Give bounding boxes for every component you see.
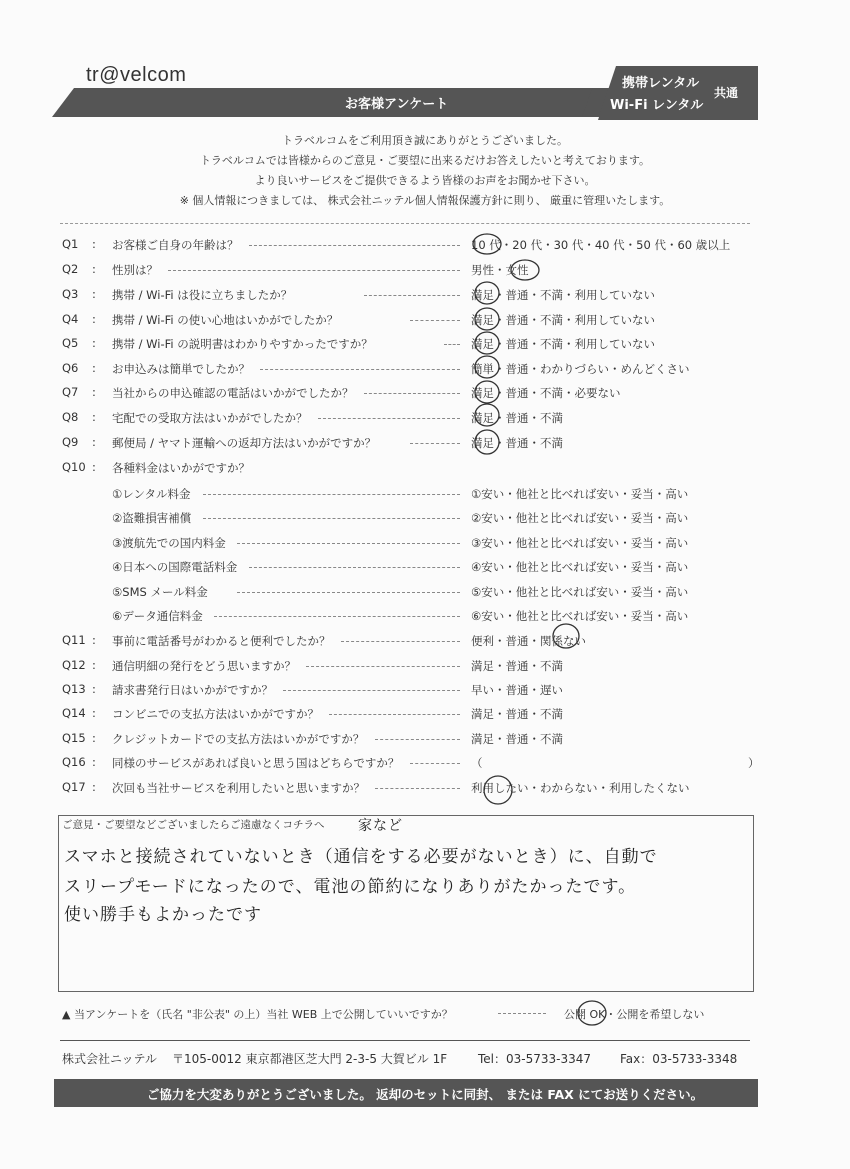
service-label-wifi: Wi-Fi レンタル xyxy=(610,98,704,113)
circle-mark xyxy=(511,260,539,280)
colon: : xyxy=(92,780,96,794)
answer-options[interactable]: 簡単・普通・わかりづらい・めんどくさい xyxy=(471,362,690,376)
answer-options[interactable]: 便利・普通・関係ない xyxy=(471,634,586,648)
colon: : xyxy=(92,361,96,375)
answer-options[interactable]: 10 代・20 代・30 代・40 代・50 代・60 歳以上 xyxy=(471,238,731,252)
question-number: Q17 xyxy=(62,780,86,794)
sub-question-text: ⑤SMS メール料金 xyxy=(112,585,208,599)
circle-mark xyxy=(475,381,499,403)
answer-options[interactable]: ⑥安い・他社と比べれば安い・妥当・高い xyxy=(471,609,689,623)
answer-options[interactable]: 満足・普通・不満・必要ない xyxy=(471,386,621,400)
colon: : xyxy=(92,385,96,399)
answer-options[interactable]: 満足・普通・不満 xyxy=(471,732,563,746)
answer-options[interactable]: 満足・普通・不満 xyxy=(471,411,563,425)
question-text: 郵便局 / ヤマト運輸への返却方法はいかがですか？ xyxy=(112,436,377,450)
colon: : xyxy=(92,706,96,720)
answer-options[interactable]: 満足・普通・不満 xyxy=(471,436,563,450)
circle-mark xyxy=(484,776,512,804)
handwritten-comment-line: 使い勝手もよかったです xyxy=(64,905,262,925)
sub-question-text: ④日本への国際電話料金 xyxy=(112,560,238,574)
circle-mark xyxy=(475,308,499,330)
colon: : xyxy=(92,682,96,696)
footer-company: 株式会社ニッテル xyxy=(62,1052,157,1066)
intro-line: より良いサービスをご提供できるよう皆様のお声をお聞かせ下さい。 xyxy=(254,174,596,187)
question-number: Q11 xyxy=(62,633,86,647)
sub-question-text: ⑥データ通信料金 xyxy=(112,609,203,623)
circle-mark xyxy=(475,404,499,426)
sub-question-text: ②盗難損害補償 xyxy=(112,511,192,525)
question-text: 事前に電話番号がわかると便利でしたか？ xyxy=(112,634,331,648)
question-number: Q9 xyxy=(62,435,79,449)
circle-mark xyxy=(475,332,499,354)
company-logo: tr@velcom xyxy=(86,64,187,86)
answer-options[interactable]: 満足・普通・不満・利用していない xyxy=(471,313,655,327)
answer-options[interactable]: 満足・普通・不満・利用していない xyxy=(471,288,655,302)
answer-options[interactable]: 満足・普通・不満 xyxy=(471,659,563,673)
footer-fax: Fax：03-5733-3348 xyxy=(620,1052,738,1066)
intro-line: トラベルコムをご利用頂き誠にありがとうございました。 xyxy=(282,134,568,147)
question-number: Q12 xyxy=(62,658,86,672)
question-text: お申込みは簡単でしたか？ xyxy=(112,362,250,376)
question-number: Q16 xyxy=(62,755,86,769)
publish-options[interactable]: 公開 OK・公開を希望しない xyxy=(564,1008,705,1021)
handwritten-comment-line: スマホと接続されていないとき（通信をする必要がないとき）に、自動で xyxy=(64,847,658,867)
question-number: Q2 xyxy=(62,262,79,276)
comment-label: ご意見・ご要望などございましたらご遠慮なくコチラへ xyxy=(62,819,325,831)
colon: : xyxy=(92,755,96,769)
service-label-mobile: 携帯レンタル xyxy=(622,76,700,91)
question-text: コンビニでの支払方法はいかがですか？ xyxy=(112,707,319,721)
question-text: 宅配での受取方法はいかがでしたか？ xyxy=(112,411,308,425)
handwritten-insert: 家など xyxy=(358,818,403,834)
circle-mark xyxy=(475,356,499,378)
question-text: 各種料金はいかがですか？ xyxy=(112,461,250,475)
bracket-close: ） xyxy=(748,756,760,770)
answer-options[interactable]: ④安い・他社と比べれば安い・妥当・高い xyxy=(471,560,689,574)
question-number: Q4 xyxy=(62,312,79,326)
footer-address: 〒105-0012 東京都港区芝大門 2-3-5 大賀ビル 1F xyxy=(172,1052,448,1066)
intro-line: ※ 個人情報につきましては、 株式会社ニッテル個人情報保護方針に則り、 厳重に管理いたします。 xyxy=(179,194,671,207)
question-text: 次回も当社サービスを利用したいと思いますか？ xyxy=(112,781,365,795)
answer-options[interactable]: ①安い・他社と比べれば安い・妥当・高い xyxy=(471,487,689,501)
question-number: Q10 xyxy=(62,460,86,474)
footer-tel: Tel：03-5733-3347 xyxy=(478,1052,592,1066)
circle-mark xyxy=(475,430,499,454)
answer-options[interactable]: 満足・普通・不満・利用していない xyxy=(471,337,655,351)
colon: : xyxy=(92,658,96,672)
question-number: Q1 xyxy=(62,237,79,251)
colon: : xyxy=(92,336,96,350)
question-text: 携帯 / Wi-Fi の使い心地はいかがでしたか？ xyxy=(112,313,339,327)
colon: : xyxy=(92,410,96,424)
intro-line: トラベルコムでは皆様からのご意見・ご要望に出来るだけお答えしたいと考えております。 xyxy=(199,154,651,167)
bottom-message: ご協力を大変ありがとうございました。 返却のセットに同封、 または FAX にてお送りください。 xyxy=(146,1087,704,1102)
question-text: 請求書発行日はいかがですか？ xyxy=(112,683,273,697)
answer-options[interactable]: ⑤安い・他社と比べれば安い・妥当・高い xyxy=(471,585,689,599)
question-number: Q5 xyxy=(62,336,79,350)
colon: : xyxy=(92,312,96,326)
question-text: 性別は？ xyxy=(112,263,158,277)
question-text: お客様ご自身の年齢は？ xyxy=(112,238,239,252)
colon: : xyxy=(92,287,96,301)
circle-mark xyxy=(473,234,501,254)
question-text: 通信明細の発行をどう思いますか？ xyxy=(112,659,296,673)
answer-options[interactable]: ②安い・他社と比べれば安い・妥当・高い xyxy=(471,511,689,525)
question-number: Q15 xyxy=(62,731,86,745)
survey-title: お客様アンケート xyxy=(345,97,449,112)
circle-mark xyxy=(475,282,499,304)
colon: : xyxy=(92,435,96,449)
colon: : xyxy=(92,262,96,276)
question-number: Q7 xyxy=(62,385,79,399)
question-number: Q13 xyxy=(62,682,86,696)
answer-options[interactable]: ③安い・他社と比べれば安い・妥当・高い xyxy=(471,536,689,550)
colon: : xyxy=(92,237,96,251)
publish-question: ▲ 当アンケートを（氏名 "非公表" の上）当社 WEB 上で公開していいですか？ xyxy=(62,1008,453,1021)
answer-options[interactable]: 早い・普通・遅い xyxy=(471,683,563,697)
question-number: Q6 xyxy=(62,361,79,375)
question-number: Q3 xyxy=(62,287,79,301)
answer-options[interactable]: 満足・普通・不満 xyxy=(471,707,563,721)
question-text: 同様のサービスがあれば良いと思う国はどちらですか？ xyxy=(112,756,400,770)
question-number: Q8 xyxy=(62,410,79,424)
sub-question-text: ③渡航先での国内料金 xyxy=(112,536,226,550)
service-label-common: 共通 xyxy=(714,86,739,100)
question-text: 当社からの申込確認の電話はいかがでしたか？ xyxy=(112,386,354,400)
handwritten-comment-line: スリープモードになったので、電池の節約になりありがたかったです。 xyxy=(64,877,637,897)
colon: : xyxy=(92,731,96,745)
circle-mark xyxy=(578,1001,606,1025)
circle-mark xyxy=(553,624,579,648)
answer-options[interactable]: 男性・女性 xyxy=(471,263,529,277)
colon: : xyxy=(92,633,96,647)
question-text: 携帯 / Wi-Fi は役に立ちましたか？ xyxy=(112,288,293,302)
sub-question-text: ①レンタル料金 xyxy=(112,487,191,501)
answer-options[interactable]: 利用したい・わからない・利用したくない xyxy=(471,781,690,795)
colon: : xyxy=(92,460,96,474)
question-text: クレジットカードでの支払方法はいかがですか？ xyxy=(112,732,365,746)
answer-options[interactable]: （ xyxy=(471,756,483,770)
question-text: 携帯 / Wi-Fi の説明書はわかりやすかったですか？ xyxy=(112,337,373,351)
question-number: Q14 xyxy=(62,706,86,720)
